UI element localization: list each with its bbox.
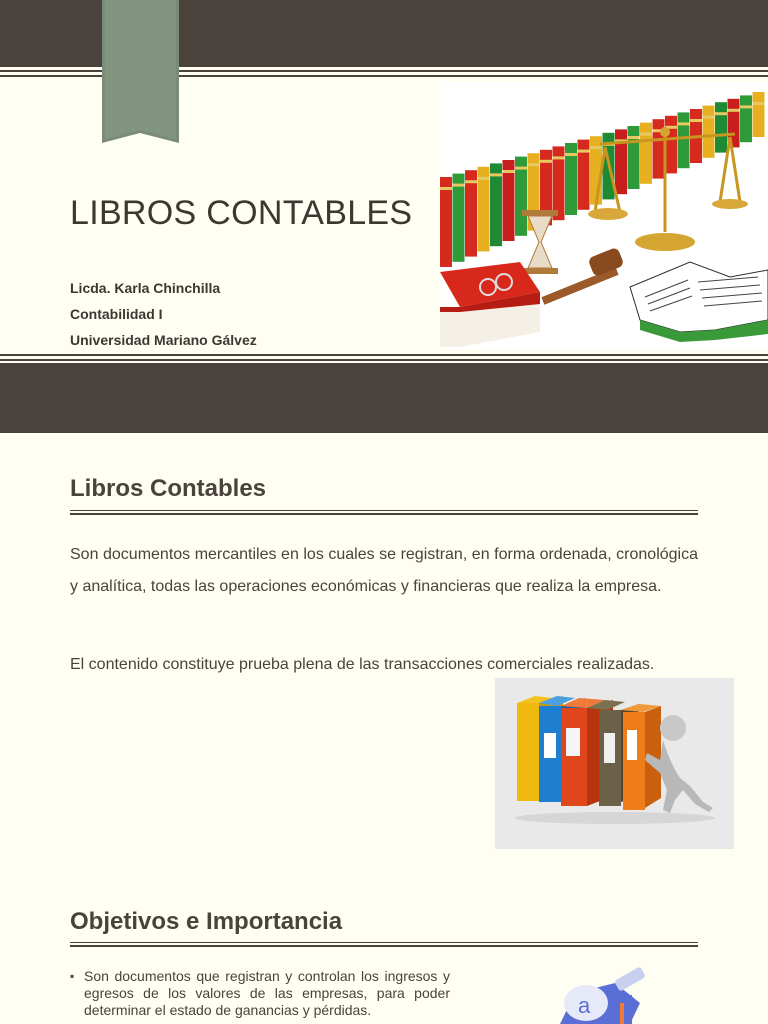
books-scales-gavel-image [440, 82, 768, 349]
author-name: Licda. Karla Chinchilla [70, 280, 221, 296]
course-name: Contabilidad I [70, 306, 163, 322]
book-spine-band [465, 180, 477, 183]
section-heading-objetivos: Objetivos e Importancia [70, 908, 343, 935]
book-spine [703, 106, 715, 158]
binders-figure-image [495, 678, 734, 849]
book-spine [740, 95, 752, 142]
book-spine-band [740, 105, 752, 108]
book-spine-band [578, 150, 590, 153]
book-spine [665, 116, 677, 174]
bottom-divider-line-2 [0, 359, 768, 361]
book-spine [440, 177, 452, 267]
book-spine [640, 123, 652, 184]
book-spine-band [565, 153, 577, 156]
book-spine-band [628, 136, 640, 139]
book-spine-band [503, 170, 515, 173]
definition-slide [0, 433, 768, 1024]
bookmark-ribbon [102, 0, 179, 143]
presentation-title: LIBROS CONTABLES [70, 194, 413, 232]
heading-rule-2 [70, 942, 698, 947]
heading-rule [70, 510, 698, 515]
book-spine [678, 112, 690, 168]
book-spine [753, 92, 765, 137]
book-spine-band [590, 146, 602, 149]
book-spine-band [690, 119, 702, 122]
title-slide [0, 0, 768, 433]
book-spine-band [640, 133, 652, 136]
analytics-icon-image [520, 963, 660, 1024]
book-spine-band [553, 156, 565, 159]
book-spine-band [753, 102, 765, 105]
university-name: Universidad Mariano Gálvez [70, 332, 257, 348]
section-heading-libros: Libros Contables [70, 475, 267, 502]
book-spine-band [703, 116, 715, 119]
book-spine [453, 174, 465, 262]
list-item: ▪ Son documentos que registran y controlan los ingresos y egresos de los valores de las empresas, para poder determinar el estado de ganancias y pérdidas. [70, 968, 450, 1019]
book-spine [715, 102, 727, 152]
book-spine-band [478, 177, 490, 180]
book-spine [628, 126, 640, 189]
book-spine-band [515, 167, 527, 170]
book-spine-band [678, 122, 690, 125]
bottom-band [0, 363, 768, 433]
book-spine-band [540, 160, 552, 163]
book-spine-band [715, 112, 727, 115]
bottom-divider-line [0, 354, 768, 356]
content-paragraph: El contenido constituye prueba plena de las transacciones comerciales realizadas. [70, 656, 655, 673]
svg-text:a: a [578, 993, 591, 1018]
book-spine-band [528, 163, 540, 166]
book-spine-band [440, 187, 452, 190]
definition-paragraph: Son documentos mercantiles en los cuales se registran, en forma ordenada, cronológica y analítica, todas las operaciones económicas y financieras que realiza la empresa. [70, 546, 698, 595]
objectives-list [70, 968, 450, 1019]
book-spine-band [490, 173, 502, 176]
book-spine [615, 129, 627, 194]
book-spine-band [453, 184, 465, 187]
book-spine-band [728, 109, 740, 112]
